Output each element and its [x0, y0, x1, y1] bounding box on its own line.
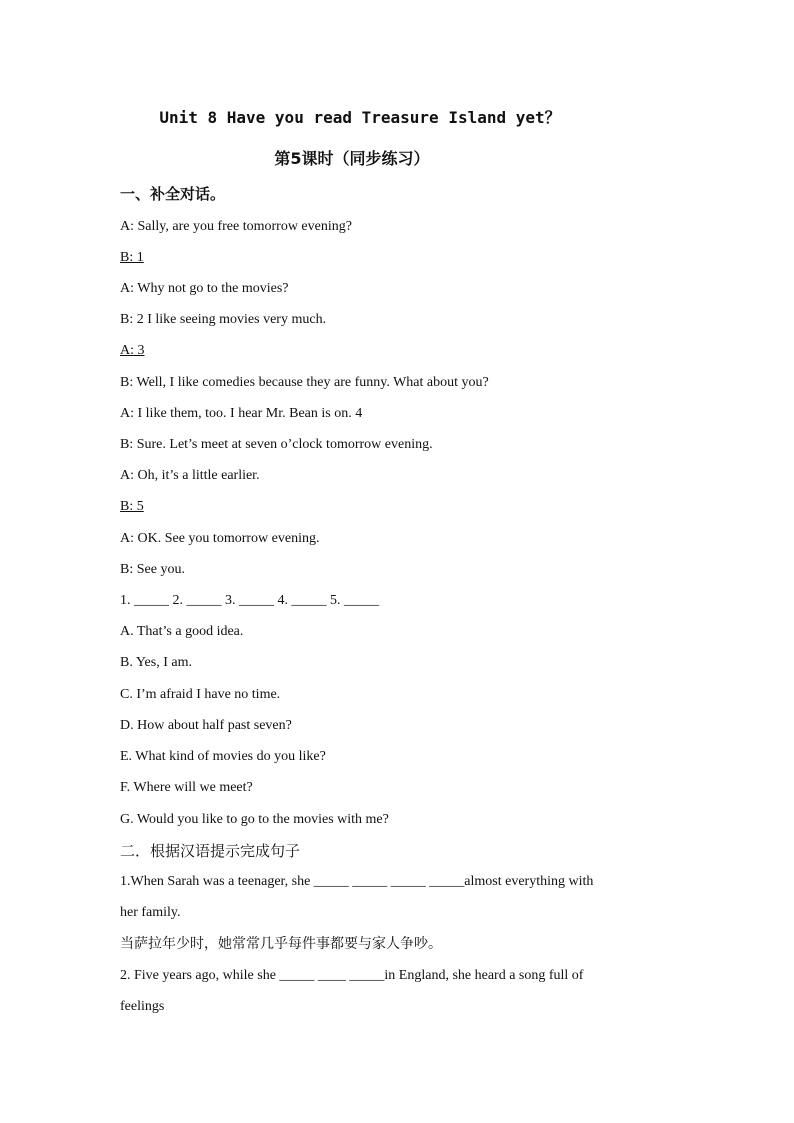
answer-blanks: 1. _____ 2. _____ 3. _____ 4. _____ 5. _____	[120, 593, 379, 608]
dialogue-line-1: A: Sally, are you free tomorrow evening?	[120, 219, 352, 234]
dialogue-line-4: B: 2 I like seeing movies very much.	[120, 312, 327, 327]
dialogue-line-5: A: 3	[120, 343, 145, 358]
question-2-line-1: 2. Five years ago, while she _____ ____ _____in England, she heard a song full of	[120, 968, 584, 983]
dialogue-line-6: B: Well, I like comedies because they are funny. What about you?	[120, 375, 489, 390]
dialogue-line-10: B: 5	[120, 499, 144, 514]
option-f: F. Where will we meet?	[120, 780, 253, 795]
option-c: C. I’m afraid I have no time.	[120, 687, 281, 702]
page-subtitle: 第5课时（同步练习）	[274, 149, 430, 168]
dialogue-line-9: A: Oh, it’s a little earlier.	[120, 468, 260, 483]
question-1-line-2: her family.	[120, 905, 181, 920]
dialogue-line-3: A: Why not go to the movies?	[120, 281, 289, 296]
option-g: G. Would you like to go to the movies with me?	[120, 812, 389, 827]
dialogue-line-7: A: I like them, too. I hear Mr. Bean is on. 4	[120, 406, 363, 421]
option-d: D. How about half past seven?	[120, 718, 292, 733]
dialogue-line-2: B: 1	[120, 250, 144, 265]
dialogue-line-11: A: OK. See you tomorrow evening.	[120, 531, 320, 546]
section-1-heading: 一、补全对话。	[120, 185, 226, 203]
question-1-line-1: 1.When Sarah was a teenager, she _____ _____ _____ _____almost everything with	[120, 874, 594, 889]
section-2-heading: 二．根据汉语提示完成句子	[120, 842, 301, 860]
dialogue-line-12: B: See you.	[120, 562, 185, 577]
option-e: E. What kind of movies do you like?	[120, 749, 326, 764]
question-1-chinese: 当萨拉年少时，她常常几乎每件事都要与家人争吵。	[120, 936, 442, 952]
option-b: B. Yes, I am.	[120, 655, 192, 670]
page-title: Unit 8 Have you read Treasure Island yet？	[159, 108, 561, 127]
option-a: A. That’s a good idea.	[120, 624, 244, 639]
dialogue-line-8: B: Sure. Let’s meet at seven o’clock tomorrow evening.	[120, 437, 433, 452]
question-2-line-2: feelings	[120, 999, 165, 1014]
